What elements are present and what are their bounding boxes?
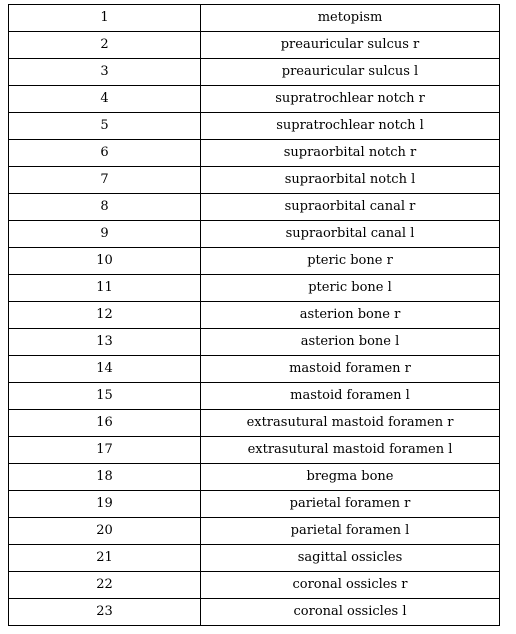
table-row — [9, 464, 500, 491]
trait-name: supraorbital canal l — [201, 221, 500, 248]
trait-name: pteric bone l — [201, 275, 500, 302]
trait-name: mastoid foramen l — [201, 383, 500, 410]
table-row — [9, 572, 500, 599]
row-number: 7 — [9, 167, 201, 194]
row-number: 16 — [9, 410, 201, 437]
table-row — [9, 275, 500, 302]
table-row — [9, 518, 500, 545]
table-row — [9, 59, 500, 86]
row-number: 5 — [9, 113, 201, 140]
row-number: 21 — [9, 545, 201, 572]
table-row — [9, 167, 500, 194]
table-row — [9, 356, 500, 383]
trait-name: pteric bone r — [201, 248, 500, 275]
table-row — [9, 545, 500, 572]
table-row — [9, 491, 500, 518]
table-row — [9, 383, 500, 410]
row-number: 17 — [9, 437, 201, 464]
table-row — [9, 221, 500, 248]
table-row — [9, 437, 500, 464]
trait-name: supraorbital notch r — [201, 140, 500, 167]
table-row — [9, 86, 500, 113]
row-number: 19 — [9, 491, 201, 518]
row-number: 1 — [9, 5, 201, 32]
trait-name: metopism — [201, 5, 500, 32]
table-row — [9, 599, 500, 626]
row-number: 3 — [9, 59, 201, 86]
table-row — [9, 410, 500, 437]
table-row — [9, 113, 500, 140]
row-number: 13 — [9, 329, 201, 356]
table-row — [9, 5, 500, 32]
trait-name: coronal ossicles l — [201, 599, 500, 626]
row-number: 10 — [9, 248, 201, 275]
table-row — [9, 248, 500, 275]
row-number: 4 — [9, 86, 201, 113]
table-row — [9, 32, 500, 59]
traits-table-body — [9, 5, 500, 626]
trait-name: supratrochlear notch l — [201, 113, 500, 140]
row-number: 12 — [9, 302, 201, 329]
traits-table — [8, 4, 500, 626]
table-row — [9, 329, 500, 356]
trait-name: parietal foramen r — [201, 491, 500, 518]
row-number: 18 — [9, 464, 201, 491]
row-number: 15 — [9, 383, 201, 410]
row-number: 23 — [9, 599, 201, 626]
trait-name: sagittal ossicles — [201, 545, 500, 572]
trait-name: asterion bone r — [201, 302, 500, 329]
row-number: 8 — [9, 194, 201, 221]
trait-name: coronal ossicles r — [201, 572, 500, 599]
table-row — [9, 302, 500, 329]
table-row — [9, 140, 500, 167]
row-number: 9 — [9, 221, 201, 248]
row-number: 2 — [9, 32, 201, 59]
trait-name: asterion bone l — [201, 329, 500, 356]
table-row — [9, 194, 500, 221]
trait-name: bregma bone — [201, 464, 500, 491]
row-number: 11 — [9, 275, 201, 302]
trait-name: supraorbital notch l — [201, 167, 500, 194]
trait-name: preauricular sulcus r — [201, 32, 500, 59]
trait-name: parietal foramen l — [201, 518, 500, 545]
row-number: 14 — [9, 356, 201, 383]
row-number: 22 — [9, 572, 201, 599]
trait-name: mastoid foramen r — [201, 356, 500, 383]
trait-name: supratrochlear notch r — [201, 86, 500, 113]
trait-name: supraorbital canal r — [201, 194, 500, 221]
row-number: 20 — [9, 518, 201, 545]
trait-name: extrasutural mastoid foramen l — [201, 437, 500, 464]
trait-name: extrasutural mastoid foramen r — [201, 410, 500, 437]
row-number: 6 — [9, 140, 201, 167]
trait-name: preauricular sulcus l — [201, 59, 500, 86]
